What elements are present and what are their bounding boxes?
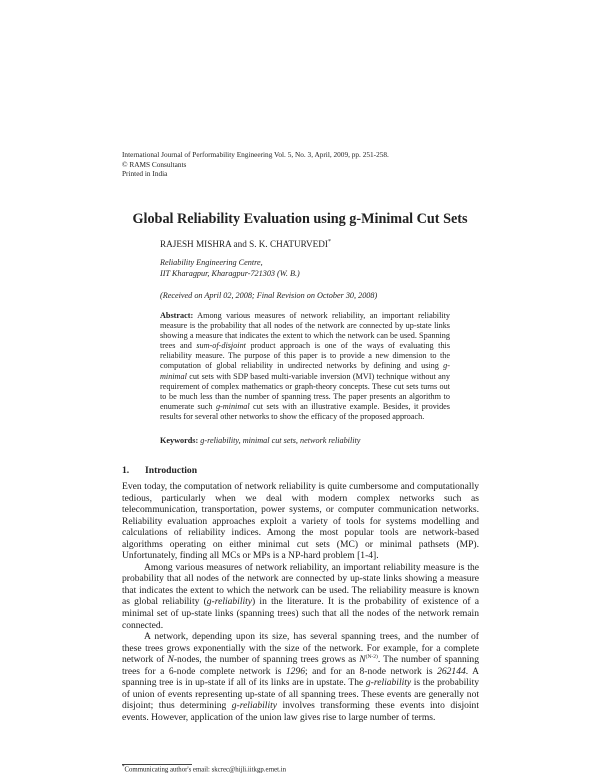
text-run: involves transforming these events into disjoint events. However, application of the union law gives rise to large number of terms. xyxy=(122,700,479,723)
text-emphasis: g-reliability xyxy=(231,700,277,712)
text-emphasis: N xyxy=(167,654,174,666)
text-run: A network, depending upon its size, has several spanning trees, and the number of these trees grows exponentially with the size of the network. For example, for a complete network of xyxy=(122,631,479,666)
exponent: (N-2) xyxy=(365,654,378,661)
text-run: ) in the literature. It is the probability of existence of a minimal set of up-state links (spanning trees) such that all the nodes of the network remain connected. xyxy=(122,596,479,631)
text-emphasis: g-reliability xyxy=(206,596,253,608)
affiliation xyxy=(160,257,300,279)
text-run: ; and for an 8-node network is xyxy=(305,665,438,677)
received-dates: (Received on April 02, 2008; Final Revision on October 30, 2008) xyxy=(160,291,378,300)
text-emphasis: 1296 xyxy=(285,665,305,677)
author-footnote-mark: * xyxy=(327,239,331,245)
journal-header xyxy=(122,150,389,179)
abstract-emphasis: g-minimal xyxy=(160,361,450,381)
author-line xyxy=(160,239,331,249)
abstract-label: Abstract: xyxy=(160,311,194,320)
footnote-mark: * xyxy=(122,765,125,770)
affiliation-line-2: IIT Kharagpur, Kharagpur-721303 (W. B.) xyxy=(160,269,300,278)
paragraph-2 xyxy=(122,562,479,631)
section-heading xyxy=(122,465,197,476)
footnote xyxy=(122,765,286,773)
abstract-text: Among various measures of network reliability, an important reliability measure is the probability that all nodes of the network are connected by up-state links showing a measure that indicates the extent to which the network can be used. Spanning trees and xyxy=(160,311,450,351)
footnote-text: Communicating author's email: skcrec@hijli.iitkgp.ernet.in xyxy=(124,766,287,774)
text-run: -nodes, the number of spanning trees grows as xyxy=(173,654,360,666)
journal-citation: International Journal of Performability Engineering Vol. 5, No. 3, April, 2009, pp. 251-258. xyxy=(122,150,389,159)
paragraph-3 xyxy=(122,631,479,723)
keywords-text: g-reliability, minimal cut sets, network reliability xyxy=(198,436,361,445)
text-emphasis: g-reliability xyxy=(365,677,412,689)
body-text xyxy=(122,481,479,723)
section-number: 1. xyxy=(122,465,130,476)
text-run: is the probability of union of events representing up-state of all spanning trees. These events are generally not disjoint; thus determining xyxy=(122,677,479,712)
author-names: RAJESH MISHRA and S. K. CHATURVEDI xyxy=(160,239,328,250)
copyright-line: © RAMS Consultants xyxy=(122,159,187,169)
text-run: Among various measures of network reliability, an important reliability measure is the probability that all nodes of the network are connected by up-state links showing a measure that indicates the extent to which the network can be used. The reliability measure is known as global reliability ( xyxy=(122,561,479,608)
paper-title: Global Reliability Evaluation using g-Minimal Cut Sets xyxy=(132,211,468,227)
abstract-text: cut sets with SDP based multi-variable inversion (MVI) technique without any requirement of complex mathematics or graph-theory concepts. These cut sets turns out to be much less than the number of spanning tress. The paper presents an algorithm to enumerate such xyxy=(160,371,450,411)
printed-line: Printed in India xyxy=(122,169,168,178)
keywords-label: Keywords: xyxy=(160,436,199,445)
text-emphasis: N xyxy=(359,654,366,666)
section-title: Introduction xyxy=(145,465,198,476)
text-emphasis: 262144 xyxy=(437,665,466,677)
abstract-emphasis: sum-of-disjoint xyxy=(196,341,246,351)
text-run: . The number of spanning trees for a 6-node complete network is xyxy=(122,654,479,677)
affiliation-line-1: Reliability Engineering Centre, xyxy=(160,258,263,267)
abstract-emphasis: g-minimal xyxy=(215,401,250,411)
keywords xyxy=(160,436,360,445)
abstract xyxy=(160,311,450,422)
paragraph-1: Even today, the computation of network reliability is quite cumbersome and computationally tedious, particularly when we deal with modern complex networks such as telecommunication, transportation, power systems, or computer communication networks. Reliability evaluation approaches exploit a variety of tools for systems modelling and calculations of reliability indices. Among the most popular tools are network-based algorithms operating on either minimal cut sets (MC) or minimal pathsets (MP). Unfortunately, finding all MCs or MPs is a NP-hard problem [1-4]. xyxy=(122,481,479,562)
abstract-text: product approach is one of the ways of evaluating this reliability measure. The purpose of this paper is to provide a new dimension to the computation of global reliability in undirected networks by defining and using xyxy=(160,341,451,371)
abstract-text: cut sets with an illustrative example. Besides, it provides results for several other networks to show the efficacy of the proposed approach. xyxy=(160,401,450,421)
text-run: . A spanning tree is in up-state if all of its links are in upstate. The xyxy=(122,665,479,689)
